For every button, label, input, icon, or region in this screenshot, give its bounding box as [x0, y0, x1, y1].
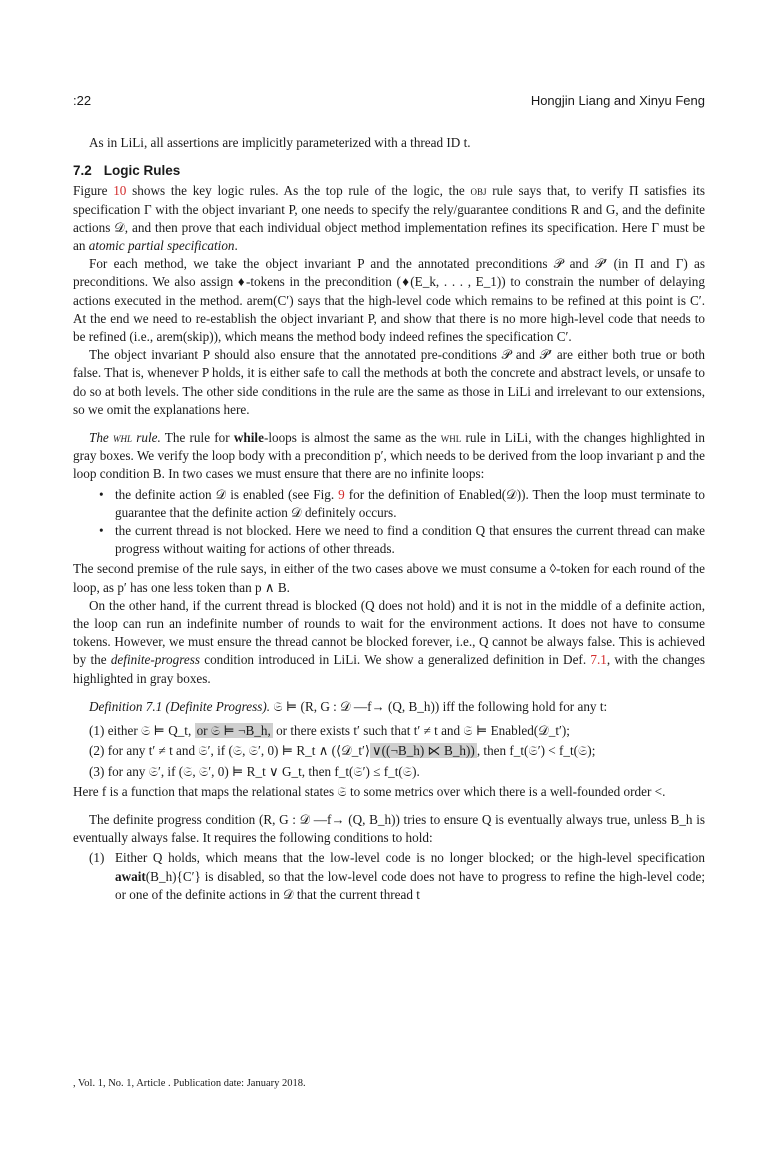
intro-paragraph: As in LiLi, all assertions are implicitly parameterized with a thread ID t.	[89, 135, 471, 150]
paragraph-8: The definite progress condition (R, G : 𝒟 —f→ (Q, B_h)) tries to ensure Q is eventually always true, unless B_h is eventually always false. It requires the following conditions to hold:	[73, 811, 705, 846]
definition-item-2	[89, 742, 705, 760]
item-text-a: for any t′ ≠ t and 𝔖′, if (𝔖, 𝔖′, 0) ⊨ R_t ∧ (⟨𝒟_t′⟩	[107, 743, 371, 759]
whl-heading-sc: whl	[113, 430, 133, 446]
bullet-icon: •	[99, 523, 104, 539]
item-text-b: , then f_t(𝔖′) < f_t(𝔖);	[476, 743, 596, 759]
paragraph-7: Here f is a function that maps the relational states 𝔖 to some metrics over which there is a well-founded order <.	[73, 783, 666, 799]
gray-highlight-box: or 𝔖 ⊨ ¬B_h,	[196, 723, 271, 739]
section-title: Logic Rules	[103, 163, 181, 179]
section-heading	[73, 162, 705, 180]
condition-text-b: (B_h){C′} is disabled, so that the low-level code does not have to progress to refine the high-level code; or one of the definite actions in 𝒟 that the current thread t	[115, 868, 705, 902]
p4-text-b: -loops is almost the same as the	[263, 430, 441, 446]
paragraph-6	[73, 597, 705, 688]
item-number: (1)	[89, 723, 105, 739]
p1-text-c: rule says that, to verify Π satisfies its specification Γ with the object invariant P, one needs to specify the rely/guarantee conditions R and G, and the definite actions 𝒟, and then prove that each individual object method implementation refines its specification. Here Γ must be an	[73, 183, 705, 254]
definition-item-1	[89, 722, 705, 740]
paragraph-2: For each method, we take the object invariant P and the annotated preconditions 𝒫 and 𝒫′ (in Π and Γ) as preconditions. We also assign ♦-tokens in the precondition (♦(E_k, . . . , E_1)) to constrain the number of delaying actions executed in the method. arem(C′) says that the high-level code which remains to be refined at this point is C′. At the end we need to re-establish the object invariant P, and show that there is no more high-level code that needs to be refined (i.e., arem(skip)), which means the method body indeed refines the specification C′.	[73, 256, 705, 345]
whl-heading-b: rule.	[132, 430, 161, 446]
p1-text-d: .	[234, 238, 238, 254]
paragraph-1	[73, 182, 705, 255]
paragraph-whl-rule	[73, 429, 705, 484]
paragraph-3: The object invariant P should also ensure that the annotated pre-conditions 𝒫 and 𝒫′ are either both true or both false. That is, whenever P holds, it is either safe to call the methods at both the concrete and abstract levels, or unsafe to do so at both levels. The other side conditions in the rule are the same as those in LiLi and irrelevant to our extensions, so we omit the explanations here.	[73, 347, 705, 417]
definition-7-1-link[interactable]: 7.1	[590, 652, 607, 668]
figure-9-link[interactable]: 9	[338, 486, 345, 502]
definition-statement: 𝔖 ⊨ (R, G : 𝒟 —f→ (Q, B_h)) iff the following hold for any t:	[273, 698, 608, 714]
item-number: (2)	[89, 743, 105, 759]
bullet-1-text-a: the definite action 𝒟 is enabled (see Fig.	[115, 486, 339, 502]
p4-text-a: The rule for	[160, 430, 234, 446]
p4-text-c: rule in LiLi, with the changes highlighted in gray boxes. We verify the loop body with a precondition p′, which needs to be derived from the loop invariant p and the loop condition B. In two cases we must ensure that there are no infinite loops:	[73, 430, 706, 482]
page-label: :22	[73, 93, 92, 108]
paragraph-5: The second premise of the rule says, in either of the two cases above we must consume a ◊-token for each round of the loop, as p′ has one less token than p ∧ B.	[73, 561, 705, 595]
p1-text-b: shows the key logic rules. As the top rule of the logic, the	[126, 183, 471, 199]
p1-emphasis: atomic partial specification	[88, 238, 235, 254]
definition-title: Definition 7.1 (Definite Progress).	[89, 698, 271, 714]
list-item	[73, 849, 705, 904]
whl-run-in-heading	[89, 430, 161, 445]
loop-cases-list	[73, 486, 705, 559]
definition-block	[73, 698, 705, 781]
condition-text-a: Either Q holds, which means that the low-level code is no longer blocked; or the high-level specification	[115, 850, 705, 866]
whl-rule-name: whl	[440, 430, 462, 446]
p6-text-a: On the other hand, if the current thread is blocked (Q does not hold) and it is not in the middle of a definite action, the loop can run an indefinite number of rounds to wait for the environment actions. It does not have to consume tokens. However, we must ensure the thread cannot be blocked forever, i.e., Q cannot be always false. This is achieved by the	[73, 597, 705, 668]
bullet-icon: •	[99, 486, 104, 502]
list-item	[73, 522, 705, 558]
p1-text-a: Figure	[73, 183, 114, 199]
p6-emphasis: definite-progress	[110, 652, 200, 668]
p6-text-b: condition introduced in LiLi. We show a generalized definition in Def.	[199, 652, 591, 668]
figure-10-link[interactable]: 10	[113, 183, 127, 199]
list-item	[73, 486, 705, 522]
gray-highlight-box: ∨((¬B_h) ⋉ B_h))	[372, 743, 475, 759]
p6-text-c: , with the changes highlighted in gray boxes.	[73, 652, 705, 686]
item-number: (3)	[89, 763, 105, 779]
definition-heading	[89, 698, 705, 716]
running-header	[73, 93, 705, 111]
conditions-list	[73, 849, 705, 904]
while-keyword: while	[233, 430, 264, 446]
item-text-a: either 𝔖 ⊨ Q_t,	[107, 723, 192, 739]
obj-rule-name: obj	[470, 183, 487, 199]
await-keyword: await	[115, 868, 146, 884]
main-text	[73, 134, 705, 906]
whl-heading-a: The	[89, 430, 114, 446]
bullet-1-text-b: for the definition of Enabled(𝒟)). Then the loop must terminate to guarantee that the definite action 𝒟 definitely occurs.	[115, 486, 705, 520]
page-footer: , Vol. 1, No. 1, Article . Publication date: January 2018.	[73, 1078, 306, 1089]
header-authors: Hongjin Liang and Xinyu Feng	[530, 93, 705, 108]
definition-item-3	[89, 763, 705, 781]
section-number: 7.2	[73, 163, 92, 179]
bullet-2-text: the current thread is not blocked. Here we need to find a condition Q that ensures the current thread can make progress without waiting for actions of other threads.	[115, 523, 705, 557]
item-text-b: or there exists t′ such that t′ ≠ t and 𝔖 ⊨ Enabled(𝒟_t′);	[276, 723, 570, 739]
condition-number: (1)	[89, 850, 105, 866]
item-text-a: for any 𝔖′, if (𝔖, 𝔖′, 0) ⊨ R_t ∨ G_t, then f_t(𝔖′) ≤ f_t(𝔖).	[107, 763, 420, 779]
